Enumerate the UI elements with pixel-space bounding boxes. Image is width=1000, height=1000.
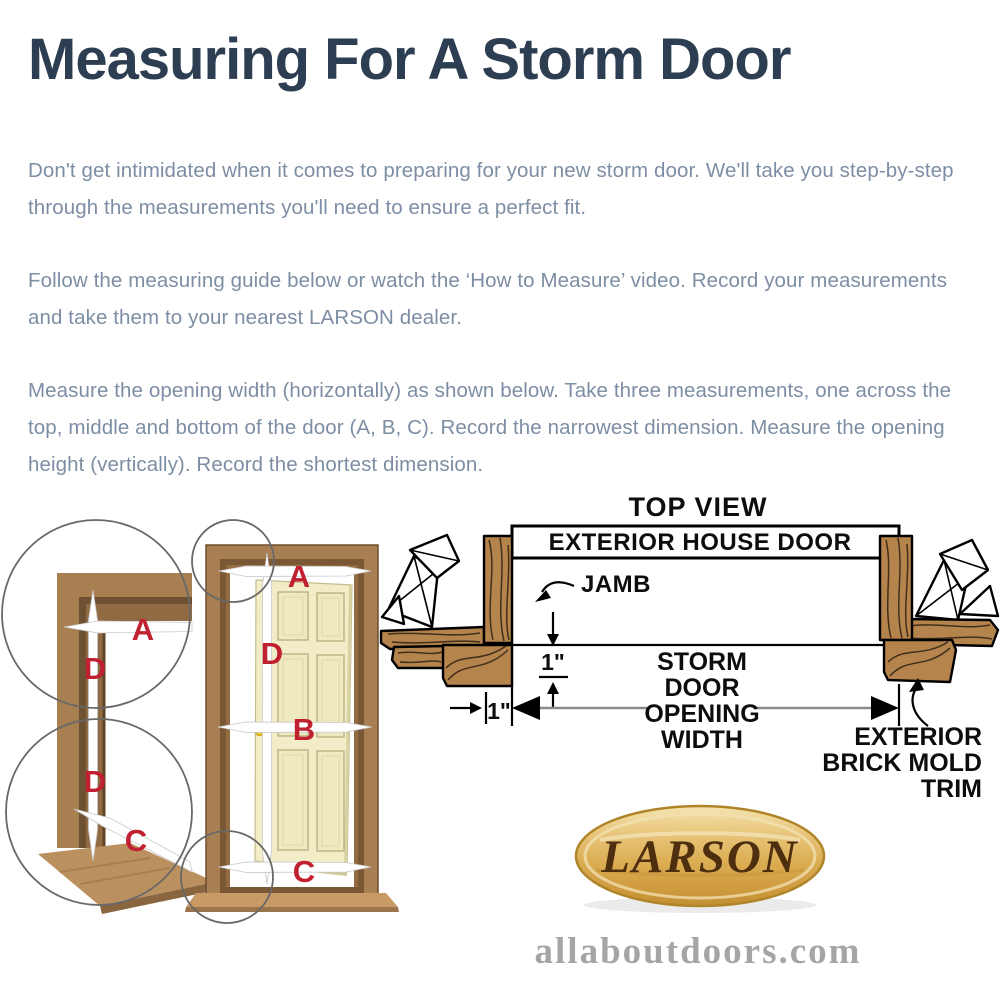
intro-paragraph-1: Don't get intimidated when it comes to preparing for your new storm door. We'll take you step-by-step through the measurements you'll need to ensure a perfect fit. <box>28 159 954 219</box>
inch-label-horizontal: 1" <box>487 698 511 724</box>
opening-width-label <box>644 648 759 754</box>
left-frame-diagram <box>2 520 217 914</box>
left-wall-cutaway <box>381 535 512 686</box>
opening-width-line1: STORM <box>657 648 747 676</box>
measure-letter-d: D <box>83 651 107 686</box>
top-view-diagram <box>381 492 998 803</box>
measure-letter-c: C <box>124 823 148 858</box>
measure-letter-c: C <box>292 854 316 889</box>
exterior-house-door-label: EXTERIOR HOUSE DOOR <box>548 529 852 556</box>
logo-text: LARSON <box>601 831 799 883</box>
site-watermark: allaboutdoors.com <box>534 931 862 972</box>
opening-width-line3: OPENING <box>644 700 760 728</box>
measure-arrow-d <box>263 553 272 884</box>
brick-mold-trim-label <box>822 723 982 803</box>
right-door-diagram <box>181 520 399 923</box>
trim-label-line3: TRIM <box>920 775 982 803</box>
right-wall-cutaway <box>880 536 998 682</box>
jamb-label: JAMB <box>581 571 652 598</box>
trim-label-line2: BRICK MOLD <box>822 749 982 777</box>
top-view-title: TOP VIEW <box>628 492 768 522</box>
trim-label-line1: EXTERIOR <box>854 723 982 751</box>
inch-label-vertical: 1" <box>541 649 565 675</box>
measure-letter-d: D <box>83 764 107 799</box>
larson-logo <box>576 806 824 913</box>
opening-width-line2: DOOR <box>664 674 740 702</box>
measure-letter-a: A <box>131 612 155 647</box>
intro-paragraph-3: Measure the opening width (horizontally) as shown below. Take three measurements, one across the top, middle and bottom of the door (A, B, C). Record the narrowest dimension. Measure the opening height (vertically). Record the shortest dimension. <box>28 379 952 476</box>
measure-letter-b: B <box>292 712 316 747</box>
opening-width-line4: WIDTH <box>661 726 743 754</box>
intro-paragraph-2: Follow the measuring guide below or watch the ‘How to Measure’ video. Record your measurements and take them to your nearest LARSON dealer. <box>28 269 948 329</box>
measure-letter-a: A <box>287 559 311 594</box>
page-title: Measuring For A Storm Door <box>28 27 791 92</box>
measure-letter-d: D <box>260 636 284 671</box>
